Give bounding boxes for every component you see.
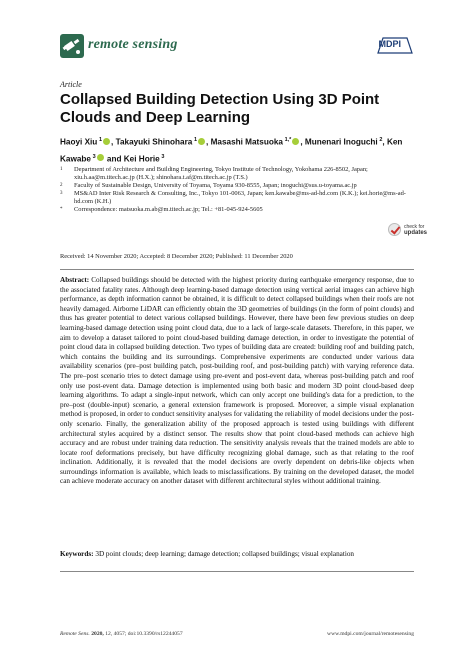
affiliation-number: 1 xyxy=(60,167,63,172)
citation: Remote Sens. 2020, 12, 4057; doi:10.3390/rs12244057 xyxy=(60,631,183,637)
journal-logo-icon xyxy=(60,34,84,58)
abstract xyxy=(60,276,414,487)
author-affiliation-marker: 2 xyxy=(379,137,383,143)
orcid-icon[interactable] xyxy=(97,154,104,161)
article-type: Article xyxy=(60,80,82,89)
author-name[interactable]: Ken Kawabe xyxy=(60,137,403,164)
publisher-name: MDPI xyxy=(378,39,401,49)
keywords-label: Keywords: xyxy=(60,550,94,558)
author-name[interactable]: Munenari Inoguchi xyxy=(304,137,378,147)
orcid-icon[interactable] xyxy=(198,138,205,145)
author-affiliation-marker: 1,* xyxy=(284,137,292,143)
affiliation-text: Department of Architecture and Building Engineering, Tokyo Institute of Technology, Yokohama 226-8502, Japan; xiu.h.aa@m.titech.ac.jp (H.X.); shinohara.t.af@m.titech.ac.jp (T.S.) xyxy=(74,166,368,181)
paper-title: Collapsed Building Detection Using 3D Point Clouds and Deep Learning xyxy=(60,91,380,126)
author-affiliation-marker: 1 xyxy=(98,137,103,143)
publication-dates: Received: 14 November 2020; Accepted: 8 December 2020; Published: 11 December 2020 xyxy=(60,253,293,260)
check-updates-icon xyxy=(388,223,401,236)
keywords xyxy=(60,550,414,560)
affiliation-text: MS&AD Inter Risk Research & Consulting, Inc., Tokyo 101-0063, Japan; ken.kawabe@ms-ad-hd.com (K.K.); kei.horie@ms-ad-hd.com (K.H.) xyxy=(74,189,406,205)
author-name[interactable]: Takayuki Shinohara xyxy=(115,137,193,147)
journal-name: remote sensing xyxy=(88,37,178,52)
author-name[interactable]: Masashi Matsuoka xyxy=(210,137,283,147)
orcid-icon[interactable] xyxy=(292,138,299,145)
affiliation-number: 3 xyxy=(60,190,63,196)
affiliation-number: 2 xyxy=(60,182,63,188)
orcid-icon[interactable] xyxy=(103,138,110,145)
correspondence-text: Correspondence: matsuoka.m.ab@m.titech.ac.jp; Tel.: +81-045-924-5605 xyxy=(74,205,263,213)
affiliation-item xyxy=(60,166,420,181)
check-updates-label: check for updates xyxy=(404,224,428,236)
check-for-updates-button[interactable] xyxy=(388,221,428,243)
abstract-label: Abstract: xyxy=(60,276,90,284)
correspondence-item xyxy=(60,206,420,214)
keywords-text: 3D point clouds; deep learning; damage detection; collapsed buildings; visual explanation xyxy=(95,550,355,558)
divider xyxy=(60,269,414,270)
affiliation-list xyxy=(60,166,420,214)
affiliation-item xyxy=(60,182,420,190)
author-affiliation-marker: 3 xyxy=(92,153,96,160)
affiliation-item xyxy=(60,190,420,205)
affiliation-text: Faculty of Sustainable Design, University of Toyama, Toyama 930-8555, Japan; inoguchi@sus.u-toyama.ac.jp xyxy=(74,181,357,189)
author-affiliation-marker: 3 xyxy=(161,153,165,160)
author-name[interactable]: Haoyi Xiu xyxy=(60,137,98,147)
author-affiliation-marker: 1 xyxy=(193,137,198,143)
author-name[interactable]: Kei Horie xyxy=(123,154,160,164)
abstract-text: Collapsed buildings should be detected with the highest priority during earthquake emergency response, due to the associated fatality rates. Although deep learning-based damage detection using vertical aerial images can achieve high performance, as depth information cannot be obtained, it is difficult to detect collapsed buildings when their roofs are not heavily damaged. Airborne LiDAR can efficiently obtain the 3D geometries of buildings (in the form of point clouds) and thus has greater potential to detect various collapsed buildings. However, there have been few previous studies on deep learning-based damage detection using point cloud data, due to a lack of large-scale datasets. Therefore, in this paper, we aim to develop a dataset tailored to point cloud-based building damage detection, in order to investigate the potential of point cloud data in collapsed building detection. Two types of building data are created: building roof and building patch, which contains the building and its surroundings. Comprehensive experiments are conducted under various data availability scenarios (pre–post building patch, post-building roof, and post-building patch) with varying reference data. The pre–post scenario tries to detect damage using pre-event and post-event data, whereas post-building patch and roof only use post-event data. Damage detection is implemented using both basic and modern 3D point cloud-based deep learning algorithms. To adapt a single-input network, which can only accept one building's data for a prediction, to the pre–post (double-input) scenario, a general extension framework is proposed. Moreover, a simple visual explanation method is proposed, in order to conduct sensitivity analyses for validating the reliability of model decisions under the post-only scenario. Finally, the generalization ability of the proposed approach is tested using buildings with different architectural styles acquired by a distinct sensor. The results show that point cloud-based methods can achieve high accuracy and are robust under training data reduction. The sensitivity analysis reveals that the trained models are able to locate roof deformations precisely, but have difficulty recognizing global damage, such as that relating to the roof inclination. Additionally, it is revealed that the model decisions are overly dependent on debris-like objects when surroundings information is available, which leads to misclassifications. By training on the developed dataset, the model can achieve moderate accuracy on another dataset with different architectural styles without additional training. xyxy=(60,276,415,486)
journal-url-link[interactable]: www.mdpi.com/journal/remotesensing xyxy=(327,631,414,637)
author-list: Haoyi Xiu $^1$ , Takayuki Shinohara $^1$ , Masashi Matsuoka $^{1,*}$ , Munenari Inoguchi $^2$, Ken Kawabe $^3$ and Kei Horie $^3$ xyxy=(60,137,403,164)
divider xyxy=(60,571,414,572)
affiliation-number: * xyxy=(60,206,63,212)
